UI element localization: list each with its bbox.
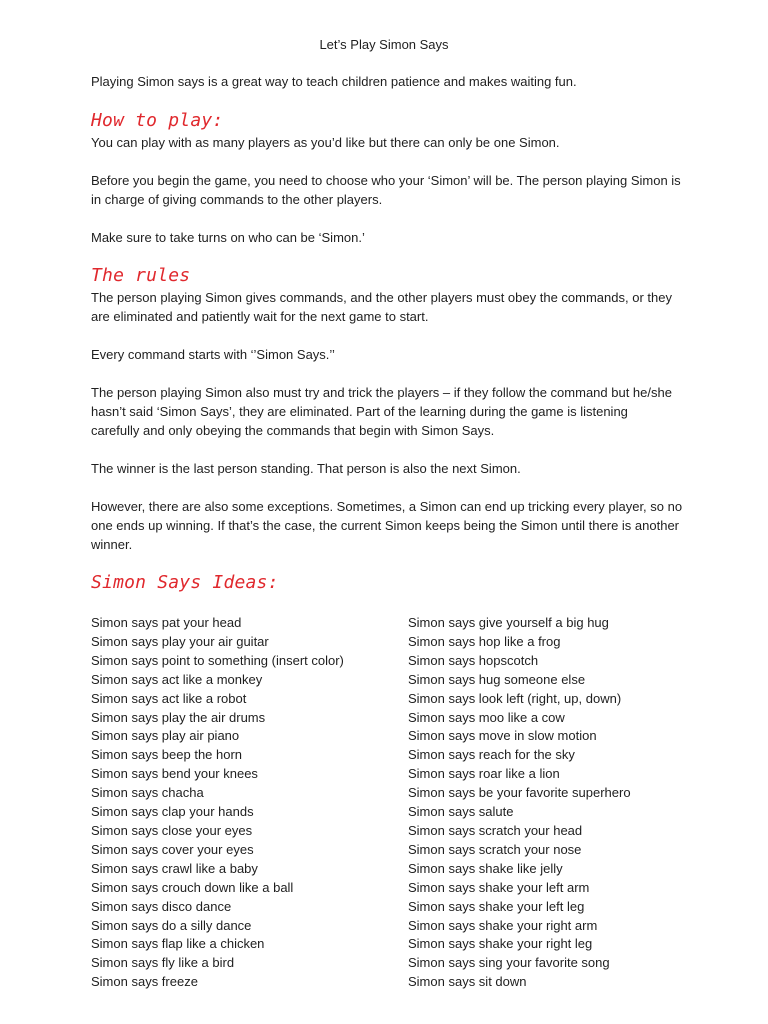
idea-list-item: Simon says salute	[408, 804, 514, 820]
idea-list-item: Simon says shake your left leg	[408, 898, 585, 914]
rules-paragraph: However, there are also some exceptions. Sometimes, a Simon can end up tricking every player, so no one ends up winning. If that’s the case, the current Simon keeps being the Simon until there is another winner.	[91, 499, 683, 552]
idea-list-item: Simon says hopscotch	[408, 652, 539, 668]
how-to-play-paragraph: Make sure to take turns on who can be ‘Simon.’	[91, 230, 365, 245]
idea-list-item: Simon says fly like a bird	[91, 955, 235, 971]
idea-list-item: Simon says play the air drums	[91, 709, 266, 725]
idea-list-item: Simon says play air piano	[91, 728, 240, 744]
idea-list-item: Simon says chacha	[91, 785, 204, 801]
how-to-play-heading: How to play:	[91, 110, 224, 131]
idea-list-item: Simon says scratch your nose	[408, 841, 582, 857]
ideas-list-right	[408, 614, 728, 992]
idea-list-item: Simon says roar like a lion	[408, 766, 560, 782]
document-title: Let’s Play Simon Says	[319, 37, 449, 52]
intro-paragraph: Playing Simon says is a great way to teach children patience and makes waiting fun.	[91, 74, 577, 89]
idea-list-item: Simon says sing your favorite song	[408, 955, 610, 971]
rules-paragraph: Every command starts with ‘’Simon Says.’’	[91, 347, 335, 362]
idea-list-item: Simon says shake your right leg	[408, 936, 593, 952]
idea-list-item: Simon says pat your head	[91, 615, 242, 630]
idea-list-item: Simon says sit down	[408, 974, 527, 990]
ideas-list-left	[91, 614, 391, 992]
idea-list-item: Simon says crawl like a baby	[91, 860, 258, 876]
idea-list-item: Simon says be your favorite superhero	[408, 785, 631, 801]
idea-list-item: Simon says close your eyes	[91, 822, 253, 838]
ideas-heading: Simon Says Ideas:	[91, 572, 279, 593]
rules-paragraph: The person playing Simon gives commands, and the other players must obey the commands, or they are eliminated and patiently wait for the next game to start.	[91, 290, 672, 324]
idea-list-item: Simon says scratch your head	[408, 822, 583, 838]
idea-list-item: Simon says flap like a chicken	[91, 936, 265, 952]
idea-list-item: Simon says shake your left arm	[408, 879, 590, 895]
idea-list-item: Simon says look left (right, up, down)	[408, 690, 622, 706]
idea-list-item: Simon says clap your hands	[91, 804, 254, 820]
idea-list-item: Simon says reach for the sky	[408, 747, 575, 763]
idea-list-item: Simon says shake like jelly	[408, 860, 563, 876]
idea-list-item: Simon says hug someone else	[408, 671, 586, 687]
idea-list-item: Simon says act like a robot	[91, 690, 247, 706]
idea-list-item: Simon says act like a monkey	[91, 671, 263, 687]
idea-list-item: Simon says point to something (insert color)	[91, 652, 344, 668]
idea-list-item: Simon says do a silly dance	[91, 917, 252, 933]
how-to-play-paragraph: Before you begin the game, you need to choose who your ‘Simon’ will be. The person playing Simon is in charge of giving commands to the other players.	[91, 173, 681, 207]
idea-list-item: Simon says bend your knees	[91, 766, 258, 782]
idea-list-item: Simon says shake your right arm	[408, 917, 598, 933]
how-to-play-paragraph: You can play with as many players as you’d like but there can only be one Simon.	[91, 135, 560, 150]
idea-list-item: Simon says disco dance	[91, 898, 232, 914]
idea-list-item: Simon says beep the horn	[91, 747, 243, 763]
rules-heading: The rules	[91, 265, 191, 286]
idea-list-item: Simon says give yourself a big hug	[408, 615, 609, 630]
idea-list-item: Simon says cover your eyes	[91, 841, 254, 857]
rules-paragraph: The person playing Simon also must try and trick the players – if they follow the command but he/she hasn’t said ‘Simon Says’, they are eliminated. Part of the learning during the game is listening carefully and only obeying the commands that begin with Simon Says.	[91, 385, 672, 438]
idea-list-item: Simon says freeze	[91, 974, 198, 990]
idea-list-item: Simon says play your air guitar	[91, 633, 269, 649]
idea-list-item: Simon says hop like a frog	[408, 633, 561, 649]
rules-paragraph: The winner is the last person standing. That person is also the next Simon.	[91, 461, 521, 476]
idea-list-item: Simon says crouch down like a ball	[91, 879, 294, 895]
idea-list-item: Simon says moo like a cow	[408, 709, 565, 725]
idea-list-item: Simon says move in slow motion	[408, 728, 597, 744]
